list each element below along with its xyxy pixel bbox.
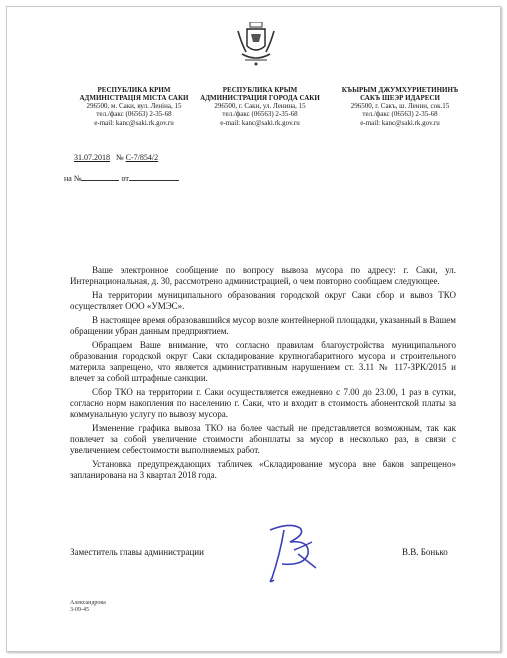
body-paragraph: В настоящее время образовавшийся мусор возле контейнерной площадки, указанный в Вашем обращении убран данным предприятием. xyxy=(70,315,456,336)
registration-date: 31.07.2018 xyxy=(74,153,110,162)
letter-body xyxy=(70,265,456,484)
header-email: e-mail: kanc@saki.rk.gov.ru xyxy=(220,119,300,127)
body-paragraph: Установка предупреждающих табличек «Складирование мусора вне баков запрещено» запланирована на 3 квартал 2018 года. xyxy=(70,459,456,480)
crimea-coat-of-arms-icon xyxy=(236,22,276,66)
header-name-line1: КЪЫРЫМ ДЖУМХУРИЕТИНИНЪ xyxy=(341,86,459,94)
handwritten-signature xyxy=(250,520,326,586)
reference-date-blank xyxy=(129,180,179,181)
reference-number-blank xyxy=(81,180,119,181)
reference-from-label: от xyxy=(121,174,129,183)
header-email: e-mail: kanc@saki.rk.gov.ru xyxy=(360,119,440,127)
registration-line xyxy=(64,153,162,162)
header-name-line2: АДМИНІСТРАЦІЯ МІСТА САКИ xyxy=(79,94,189,102)
executor-info xyxy=(70,600,106,614)
signatory-title: Заместитель главы администрации xyxy=(70,547,204,557)
signatory-name: В.В. Бонько xyxy=(402,547,448,557)
executor-name: Александрова xyxy=(70,600,106,606)
body-paragraph: На территории муниципального образования городской округ Саки сбор и вывоз ТКО осуществляет ООО «УМЭС». xyxy=(70,290,456,311)
registration-number: С-7/854/2 xyxy=(125,153,159,162)
body-paragraph: Ваше электронное сообщение по вопросу вывоза мусора по адресу: г. Саки, ул. Интернациональная, д. 30, рассмотрено администрацией, о чем повторно сообщаем следующее. xyxy=(70,265,456,286)
header-email: e-mail: kanc@saki.rk.gov.ru xyxy=(94,119,174,127)
header-name-line2: САКЪ ШЕЭР ИДАРЕСИ xyxy=(360,94,440,102)
reference-prefix: на № xyxy=(64,174,82,183)
header-phone: тел./факс (06563) 2-35-68 xyxy=(362,110,438,118)
header-address: 296500, м. Саки, вул. Леніна, 15 xyxy=(86,102,182,110)
reference-line xyxy=(64,174,179,183)
header-phone: тел./факс (06563) 2-35-68 xyxy=(222,110,298,118)
body-paragraph: Сбор ТКО на территории г. Саки осуществляется ежедневно с 7.00 до 23.00, 1 раз в сутки, согласно норм накопления по населению г. Саки, что и входит в стоимость абонентской платы за коммунальную услугу по вывозу мусора. xyxy=(70,387,456,419)
header-name-line1: РЕСПУБЛИКА КРЫМ xyxy=(222,86,298,94)
header-address: 296500, г. Саки, ул. Ленина, 15 xyxy=(214,102,306,110)
header-phone: тел./факс (06563) 2-35-68 xyxy=(96,110,172,118)
body-paragraph: Обращаем Ваше внимание, что согласно правилам благоустройства муниципального образования городской округ Саки складирование крупногабаритного мусора и строительного материла запрещено, что является административным нарушением ст. 3.11 № 117-ЗРК/2015 и влечет за собой штрафные санкции. xyxy=(70,340,456,383)
registration-number-label: № xyxy=(116,153,124,162)
header-name-line2: АДМИНИСТРАЦИЯ ГОРОДА САКИ xyxy=(200,94,320,102)
body-paragraph: Изменение графика вывоза ТКО на более частый не представляется возможным, так как повлечет за собой увеличение стоимости абонплаты за мусор в несколько раз, в связи с увеличением себестоимости выполняемых работ. xyxy=(70,423,456,455)
header-address: 296500, г. Сакъ, ш. Ленин, сок.15 xyxy=(350,102,450,110)
executor-phone: 3-09-45 xyxy=(70,607,89,613)
header-name-line1: РЕСПУБЛИКА КРИМ xyxy=(97,86,171,94)
